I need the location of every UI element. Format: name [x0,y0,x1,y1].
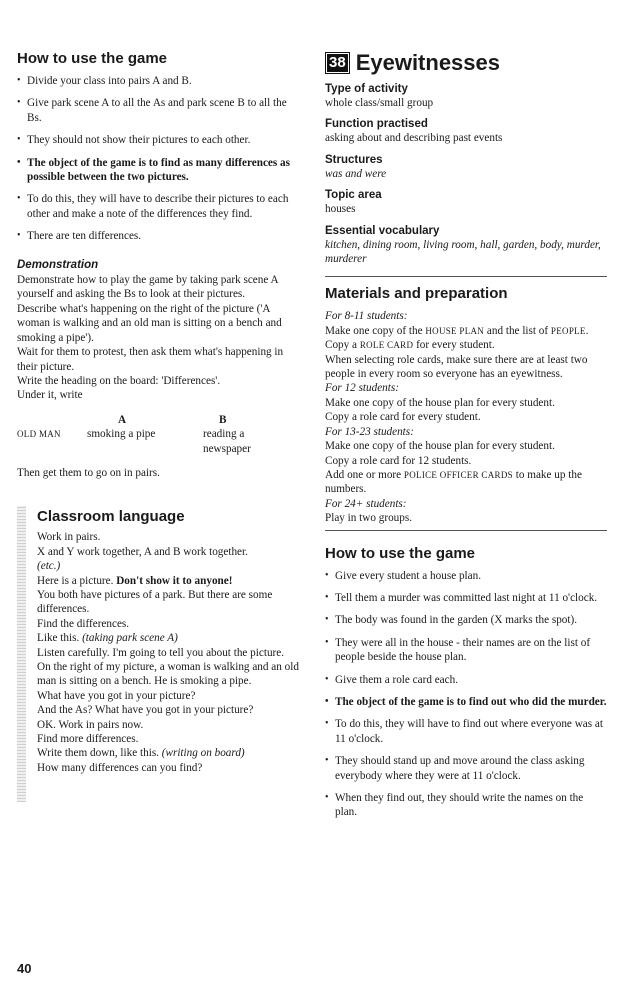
line-annotation: (etc.) [37,560,61,573]
list-item: • They were all in the house - their names are on the list of people beside the house plan. [325,636,607,665]
materials-segment: Make one copy of the house plan for every student. [325,440,555,453]
materials-line [325,468,607,497]
right-column [325,50,607,828]
column-b-header: B [219,413,227,426]
materials-line [325,439,607,453]
how-to-use-list-left [17,74,299,244]
row-label: OLD MAN [17,429,61,440]
line-annotation: Don't show it to anyone! [116,574,233,587]
materials-segment: Copy a role card for every student. [325,411,481,424]
activity-number-badge: 38 [325,52,350,74]
list-item: • There are ten differences. [17,229,299,243]
cell-a: smoking a pipe [87,428,156,441]
classroom-language-line [37,746,299,760]
classroom-language-heading: Classroom language [37,508,185,526]
line-text: What have you got in your picture? [37,689,196,702]
activity-title-row [325,50,607,76]
line-text: You both have pictures of a park. But there are some differences. [37,588,273,616]
divider [325,530,607,531]
materials-segment: and the list of [484,324,551,337]
activity-meta [325,82,607,266]
classroom-language-line [37,703,299,717]
list-item: • The object of the game is to find out who did the murder. [325,695,607,709]
differences-table [17,413,299,456]
table-header-row [17,413,299,427]
classroom-language-line [37,617,299,631]
materials-segment: Add one or more [325,468,404,481]
materials-line [325,396,607,410]
materials-segment: For 8-11 students: [325,310,408,323]
meta-heading: Structures [325,153,383,166]
list-item: • Give every student a house plan. [325,569,607,583]
decorative-stripe [17,506,26,802]
materials-segment: POLICE OFFICER CARDS [403,469,513,480]
classroom-language-line [37,588,299,617]
materials-line [325,338,607,352]
list-item: • Tell them a murder was committed last night at 11 o'clock. [325,591,607,605]
materials-segment: . [585,324,589,337]
list-item: • Divide your class into pairs A and B. [17,74,299,88]
line-text: Find more differences. [37,733,139,746]
materials-line [325,511,607,525]
line-text: Like this. [37,632,83,645]
classroom-language-line [37,631,299,645]
column-a-header: A [117,413,127,426]
materials-segment: Copy a [325,339,360,352]
materials-segment: For 12 students: [325,382,399,395]
materials-segment: Make one copy of the [325,324,426,337]
materials-segment: Play in two groups. [325,512,413,525]
demo-line: Describe what's happening on the right of the picture ('A woman is walking and an old man is sitting on a bench and smoking a pipe'). [17,302,282,344]
meta-value: whole class/small group [325,97,434,109]
line-text: Here is a picture. [37,574,117,587]
line-text: X and Y work together, A and B work together. [37,545,248,558]
materials-segment: for every student. [413,339,495,352]
line-text: Write them down, like this. [37,747,162,760]
meta-block [325,82,607,110]
demo-line: Demonstrate how to play the game by taking park scene A yourself and asking the Bs to look at their pictures. [17,274,278,301]
page-number: 40 [17,961,32,976]
demonstration-text [17,273,299,403]
meta-value: was and were [325,167,387,180]
meta-value: kitchen, dining room, living room, hall, garden, body, murder, murderer [325,238,601,266]
materials-line [325,309,607,323]
meta-block [325,224,607,267]
line-annotation: (writing on board) [161,747,245,760]
meta-heading: Topic area [325,189,382,202]
line-text: And the As? What have you got in your picture? [37,704,254,717]
list-item: • To do this, they will have to describe their pictures to each other and make a note of the differences they find. [17,192,299,221]
table-row [17,427,299,456]
materials-line [325,353,607,382]
materials-segment: For 24+ students: [325,497,407,510]
meta-block [325,117,607,145]
classroom-language-line [37,545,299,559]
materials-segment: Copy a role card for 12 students. [325,454,472,467]
classroom-language-line [37,718,299,732]
materials-segment: ROLE CARD [359,340,414,351]
materials-line [325,410,607,424]
meta-block [325,153,607,181]
how-to-use-heading-left: How to use the game [17,50,168,67]
list-item: • Give them a role card each. [325,673,607,687]
how-to-use-list-right [325,569,607,820]
materials-line [325,324,607,338]
materials-segment: When selecting role cards, make sure there are at least two people in every room so everyone has an eyewitness. [325,353,588,381]
line-text: How many differences can you find? [37,761,203,774]
list-item: • To do this, they will have to find out where everyone was at 11 o'clock. [325,717,607,746]
meta-heading: Type of activity [325,83,408,95]
classroom-language-lines [37,530,299,775]
materials-text [325,309,607,525]
materials-line [325,454,607,468]
classroom-language-line [37,574,299,588]
demonstration-heading: Demonstration [17,258,99,271]
classroom-language-line [37,761,299,775]
materials-segment: Make one copy of the house plan for every student. [325,396,555,409]
demo-line: Wait for them to protest, then ask them what's happening in their picture. [17,346,284,373]
classroom-language-line [37,646,299,660]
line-text: On the right of my picture, a woman is walking and an old man is sitting on a bench. He is smoking a pipe. [37,661,299,688]
materials-line [325,425,607,439]
list-item: • They should not show their pictures to each other. [17,133,299,147]
classroom-language-box [17,506,299,775]
demo-line: Write the heading on the board: 'Differences'. [17,374,221,387]
divider [325,276,607,277]
list-item: • When they find out, they should write the names on the plan. [325,791,607,820]
classroom-language-line [37,559,299,573]
left-column [17,50,299,775]
list-item: • Give park scene A to all the As and park scene B to all the Bs. [17,96,299,125]
materials-segment: HOUSE PLAN [425,325,485,336]
line-text: OK. Work in pairs now. [37,718,144,731]
list-item: • They should stand up and move around the class asking everybody where they were at 11 o'clock. [325,754,607,783]
materials-segment: For 13-23 students: [325,425,414,438]
materials-segment: PEOPLE [550,325,586,336]
materials-segment: to make up the numbers. [325,468,582,496]
meta-heading: Function practised [325,118,428,131]
classroom-language-line [37,689,299,703]
materials-heading: Materials and preparation [325,285,508,303]
demo-line: Under it, write [17,389,83,402]
classroom-language-line [37,660,299,689]
materials-line [325,381,607,395]
meta-value: houses [325,203,356,216]
line-text: Listen carefully. I'm going to tell you about the picture. [37,646,285,659]
meta-value: asking about and describing past events [325,132,503,145]
activity-title: Eyewitnesses [355,50,500,75]
line-text: Find the differences. [37,617,130,630]
how-to-use-heading-right: How to use the game [325,544,476,562]
materials-line [325,497,607,511]
list-item: • The body was found in the garden (X marks the spot). [325,613,607,627]
line-text: Work in pairs. [37,531,101,544]
then-text: Then get them to go on in pairs. [17,466,160,479]
meta-heading: Essential vocabulary [325,224,440,237]
list-item: • The object of the game is to find as many differences as possible between the two pictures. [17,156,299,185]
classroom-language-line [37,732,299,746]
classroom-language-line [37,530,299,544]
line-annotation: (taking park scene A) [82,632,178,645]
cell-b: reading a newspaper [203,428,251,455]
meta-block [325,188,607,216]
